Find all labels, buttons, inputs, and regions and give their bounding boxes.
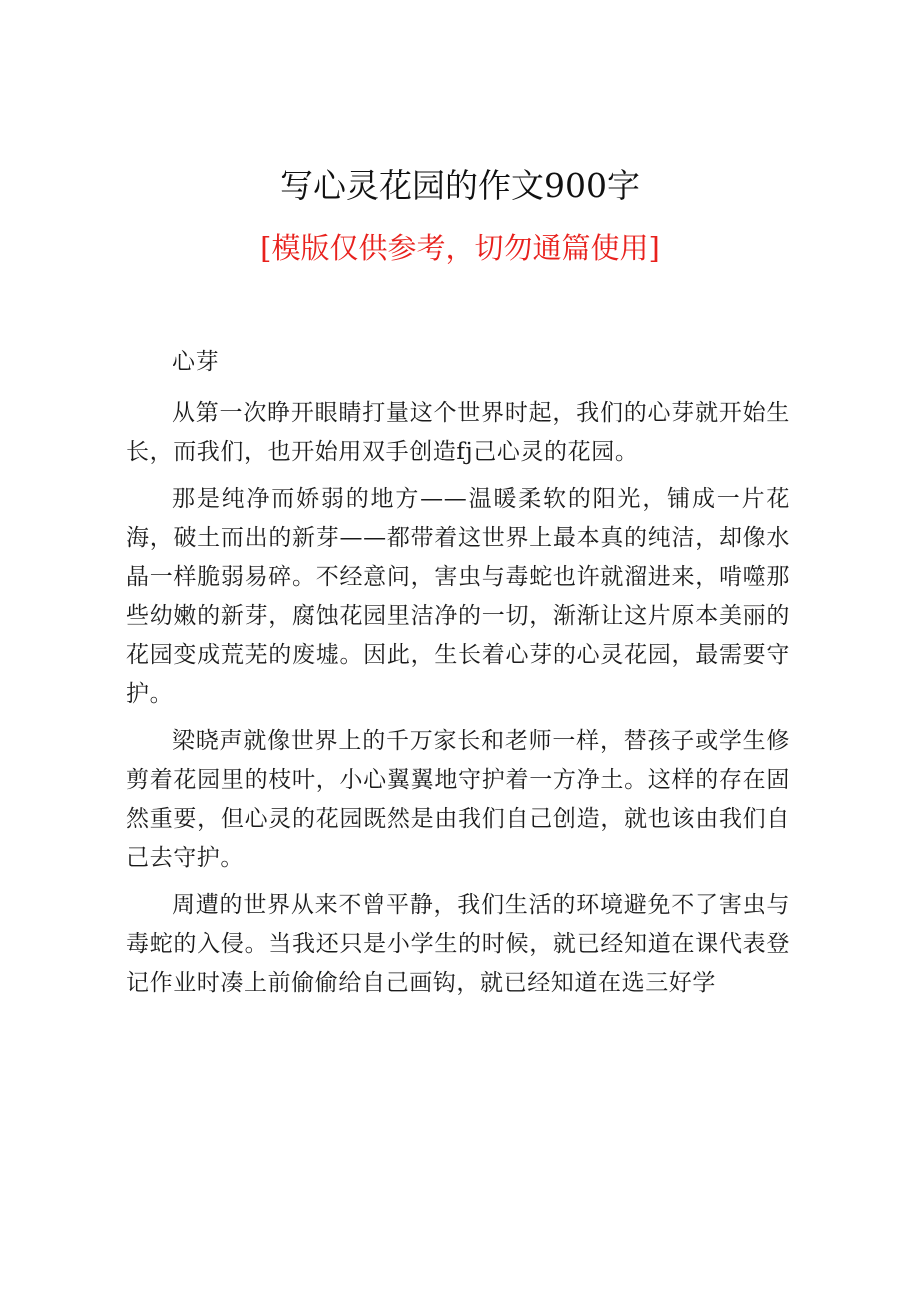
essay-paragraph: 梁晓声就像世界上的千万家长和老师一样，替孩子或学生修剪着花园里的枝叶，小心翼翼地守护着一方净土。这样的存在固然重要，但心灵的花园既然是由我们自己创造，就也该由我们自己去守护。 xyxy=(126,728,790,871)
document-title: 写心灵花园的作文900字 xyxy=(280,166,640,205)
essay-paragraph: 那是纯净而娇弱的地方——温暖柔软的阳光，铺成一片花海，破土而出的新芽——都带着这世界上最本真的纯洁，却像水晶一样脆弱易碎。不经意问，害虫与毒蛇也许就溜进来，啃噬那些幼嫩的新芽，腐蚀花园里洁净的一切，渐渐让这片原本美丽的花园变成荒芜的废墟。因此，生长着心芽的心灵花园，最需要守护。 xyxy=(126,486,790,707)
essay-paragraph: 从第一次睁开眼睛打量这个世界时起，我们的心芽就开始生长，而我们，也开始用双手创造fj己心灵的花园。 xyxy=(126,400,790,465)
essay-body xyxy=(126,343,790,1011)
essay-section-heading: 心芽 xyxy=(172,349,220,375)
essay-paragraph: 周遭的世界从来不曾平静，我们生活的环境避免不了害虫与毒蛇的入侵。当我还只是小学生的时候，就已经知道在课代表登记作业时凑上前偷偷给自己画钩，就已经知道在选三好学 xyxy=(126,892,790,996)
template-disclaimer: [模版仅供参考，切勿通篇使用] xyxy=(260,231,660,265)
